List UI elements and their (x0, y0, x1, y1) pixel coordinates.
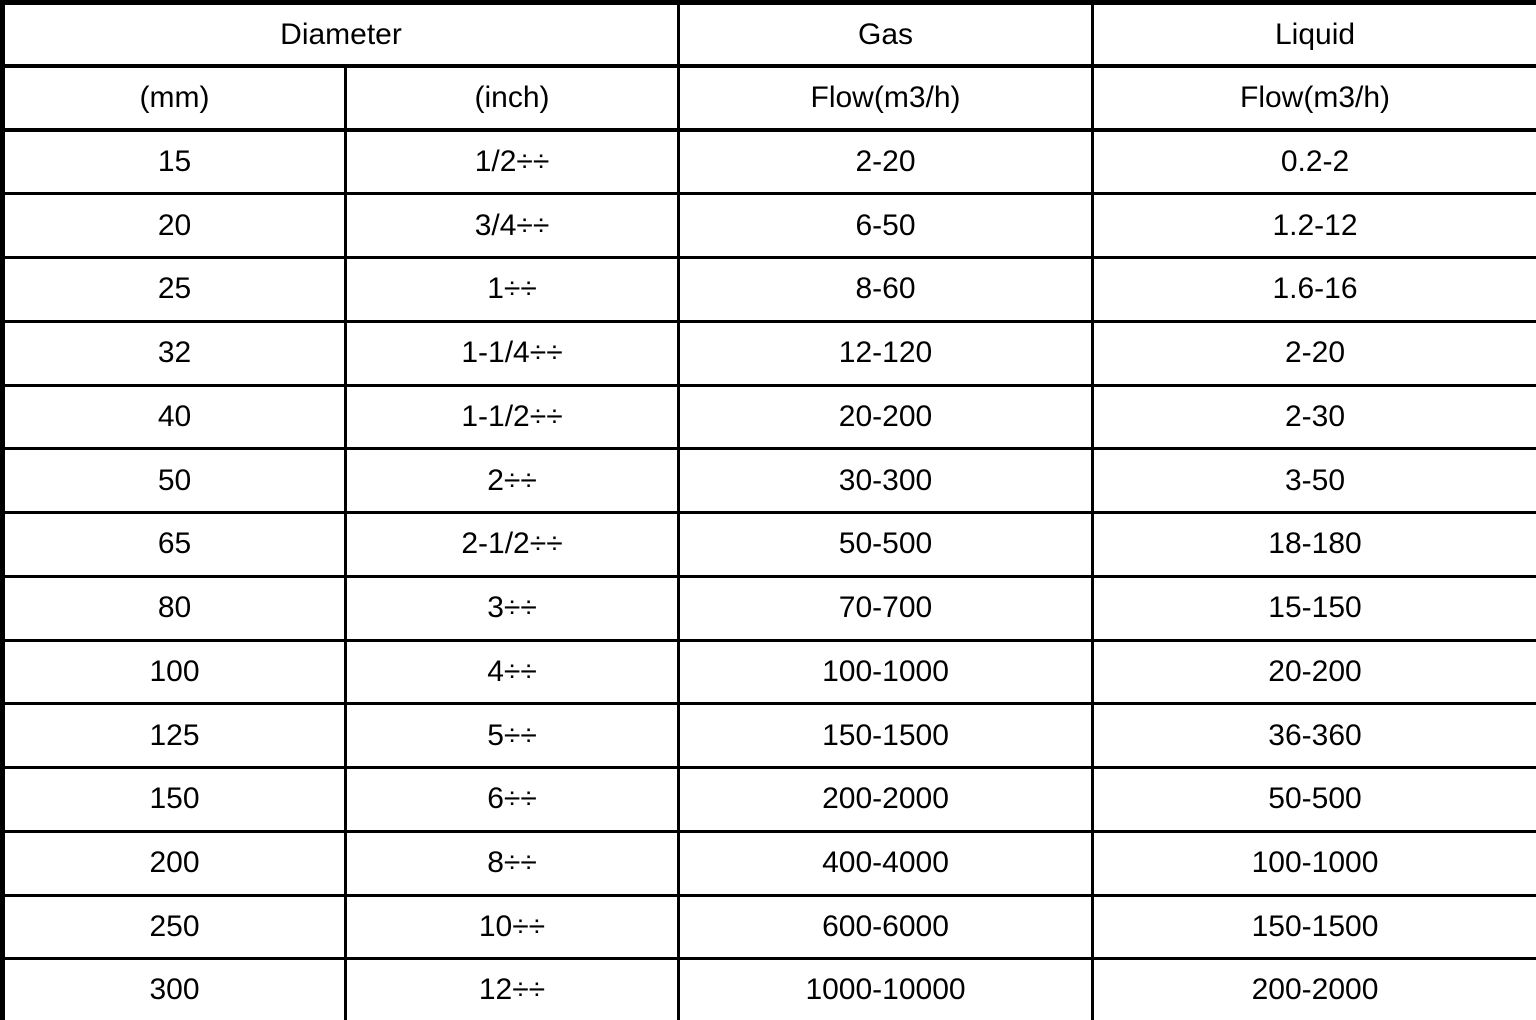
cell-gas-flow: 6-50 (679, 194, 1093, 258)
cell-inch: 1-1/2÷÷ (346, 385, 679, 449)
cell-gas-flow: 30-300 (679, 449, 1093, 513)
header-row-units (3, 66, 1536, 130)
cell-gas-flow: 200-2000 (679, 768, 1093, 832)
header-liquid: Liquid (1093, 3, 1536, 67)
header-inch: (inch) (346, 66, 679, 130)
table-row (3, 576, 1536, 640)
table-row (3, 449, 1536, 513)
table-row (3, 640, 1536, 704)
table-row (3, 704, 1536, 768)
cell-liquid-flow: 0.2-2 (1093, 130, 1536, 194)
cell-mm: 15 (3, 130, 346, 194)
cell-liquid-flow: 1.2-12 (1093, 194, 1536, 258)
cell-gas-flow: 1000-10000 (679, 959, 1093, 1020)
table-row (3, 768, 1536, 832)
cell-liquid-flow: 20-200 (1093, 640, 1536, 704)
cell-mm: 32 (3, 321, 346, 385)
table-row (3, 321, 1536, 385)
cell-mm: 100 (3, 640, 346, 704)
cell-liquid-flow: 200-2000 (1093, 959, 1536, 1020)
cell-gas-flow: 20-200 (679, 385, 1093, 449)
cell-inch: 1/2÷÷ (346, 130, 679, 194)
cell-mm: 300 (3, 959, 346, 1020)
header-row-groups (3, 3, 1536, 67)
cell-gas-flow: 8-60 (679, 258, 1093, 322)
table-row (3, 130, 1536, 194)
header-diameter: Diameter (3, 3, 679, 67)
cell-mm: 80 (3, 576, 346, 640)
cell-inch: 4÷÷ (346, 640, 679, 704)
cell-liquid-flow: 100-1000 (1093, 831, 1536, 895)
table-row (3, 831, 1536, 895)
cell-inch: 2÷÷ (346, 449, 679, 513)
header-liquid-flow: Flow(m3/h) (1093, 66, 1536, 130)
cell-liquid-flow: 1.6-16 (1093, 258, 1536, 322)
cell-mm: 65 (3, 513, 346, 577)
table-row (3, 385, 1536, 449)
cell-liquid-flow: 36-360 (1093, 704, 1536, 768)
cell-mm: 20 (3, 194, 346, 258)
cell-inch: 1-1/4÷÷ (346, 321, 679, 385)
table-row (3, 258, 1536, 322)
cell-gas-flow: 50-500 (679, 513, 1093, 577)
cell-gas-flow: 150-1500 (679, 704, 1093, 768)
cell-inch: 2-1/2÷÷ (346, 513, 679, 577)
cell-inch: 6÷÷ (346, 768, 679, 832)
cell-gas-flow: 400-4000 (679, 831, 1093, 895)
cell-gas-flow: 12-120 (679, 321, 1093, 385)
cell-mm: 25 (3, 258, 346, 322)
header-gas-flow: Flow(m3/h) (679, 66, 1093, 130)
cell-liquid-flow: 150-1500 (1093, 895, 1536, 959)
cell-gas-flow: 2-20 (679, 130, 1093, 194)
cell-gas-flow: 100-1000 (679, 640, 1093, 704)
cell-mm: 200 (3, 831, 346, 895)
cell-inch: 1÷÷ (346, 258, 679, 322)
table-row (3, 513, 1536, 577)
table-row (3, 895, 1536, 959)
cell-liquid-flow: 3-50 (1093, 449, 1536, 513)
cell-inch: 12÷÷ (346, 959, 679, 1020)
cell-mm: 250 (3, 895, 346, 959)
cell-liquid-flow: 50-500 (1093, 768, 1536, 832)
cell-gas-flow: 70-700 (679, 576, 1093, 640)
cell-liquid-flow: 18-180 (1093, 513, 1536, 577)
table-row (3, 959, 1536, 1020)
cell-mm: 150 (3, 768, 346, 832)
table-row (3, 194, 1536, 258)
header-gas: Gas (679, 3, 1093, 67)
cell-inch: 3/4÷÷ (346, 194, 679, 258)
cell-mm: 40 (3, 385, 346, 449)
cell-liquid-flow: 2-30 (1093, 385, 1536, 449)
cell-liquid-flow: 2-20 (1093, 321, 1536, 385)
header-mm: (mm) (3, 66, 346, 130)
cell-inch: 3÷÷ (346, 576, 679, 640)
cell-inch: 5÷÷ (346, 704, 679, 768)
cell-gas-flow: 600-6000 (679, 895, 1093, 959)
cell-liquid-flow: 15-150 (1093, 576, 1536, 640)
cell-mm: 125 (3, 704, 346, 768)
cell-inch: 8÷÷ (346, 831, 679, 895)
cell-inch: 10÷÷ (346, 895, 679, 959)
cell-mm: 50 (3, 449, 346, 513)
